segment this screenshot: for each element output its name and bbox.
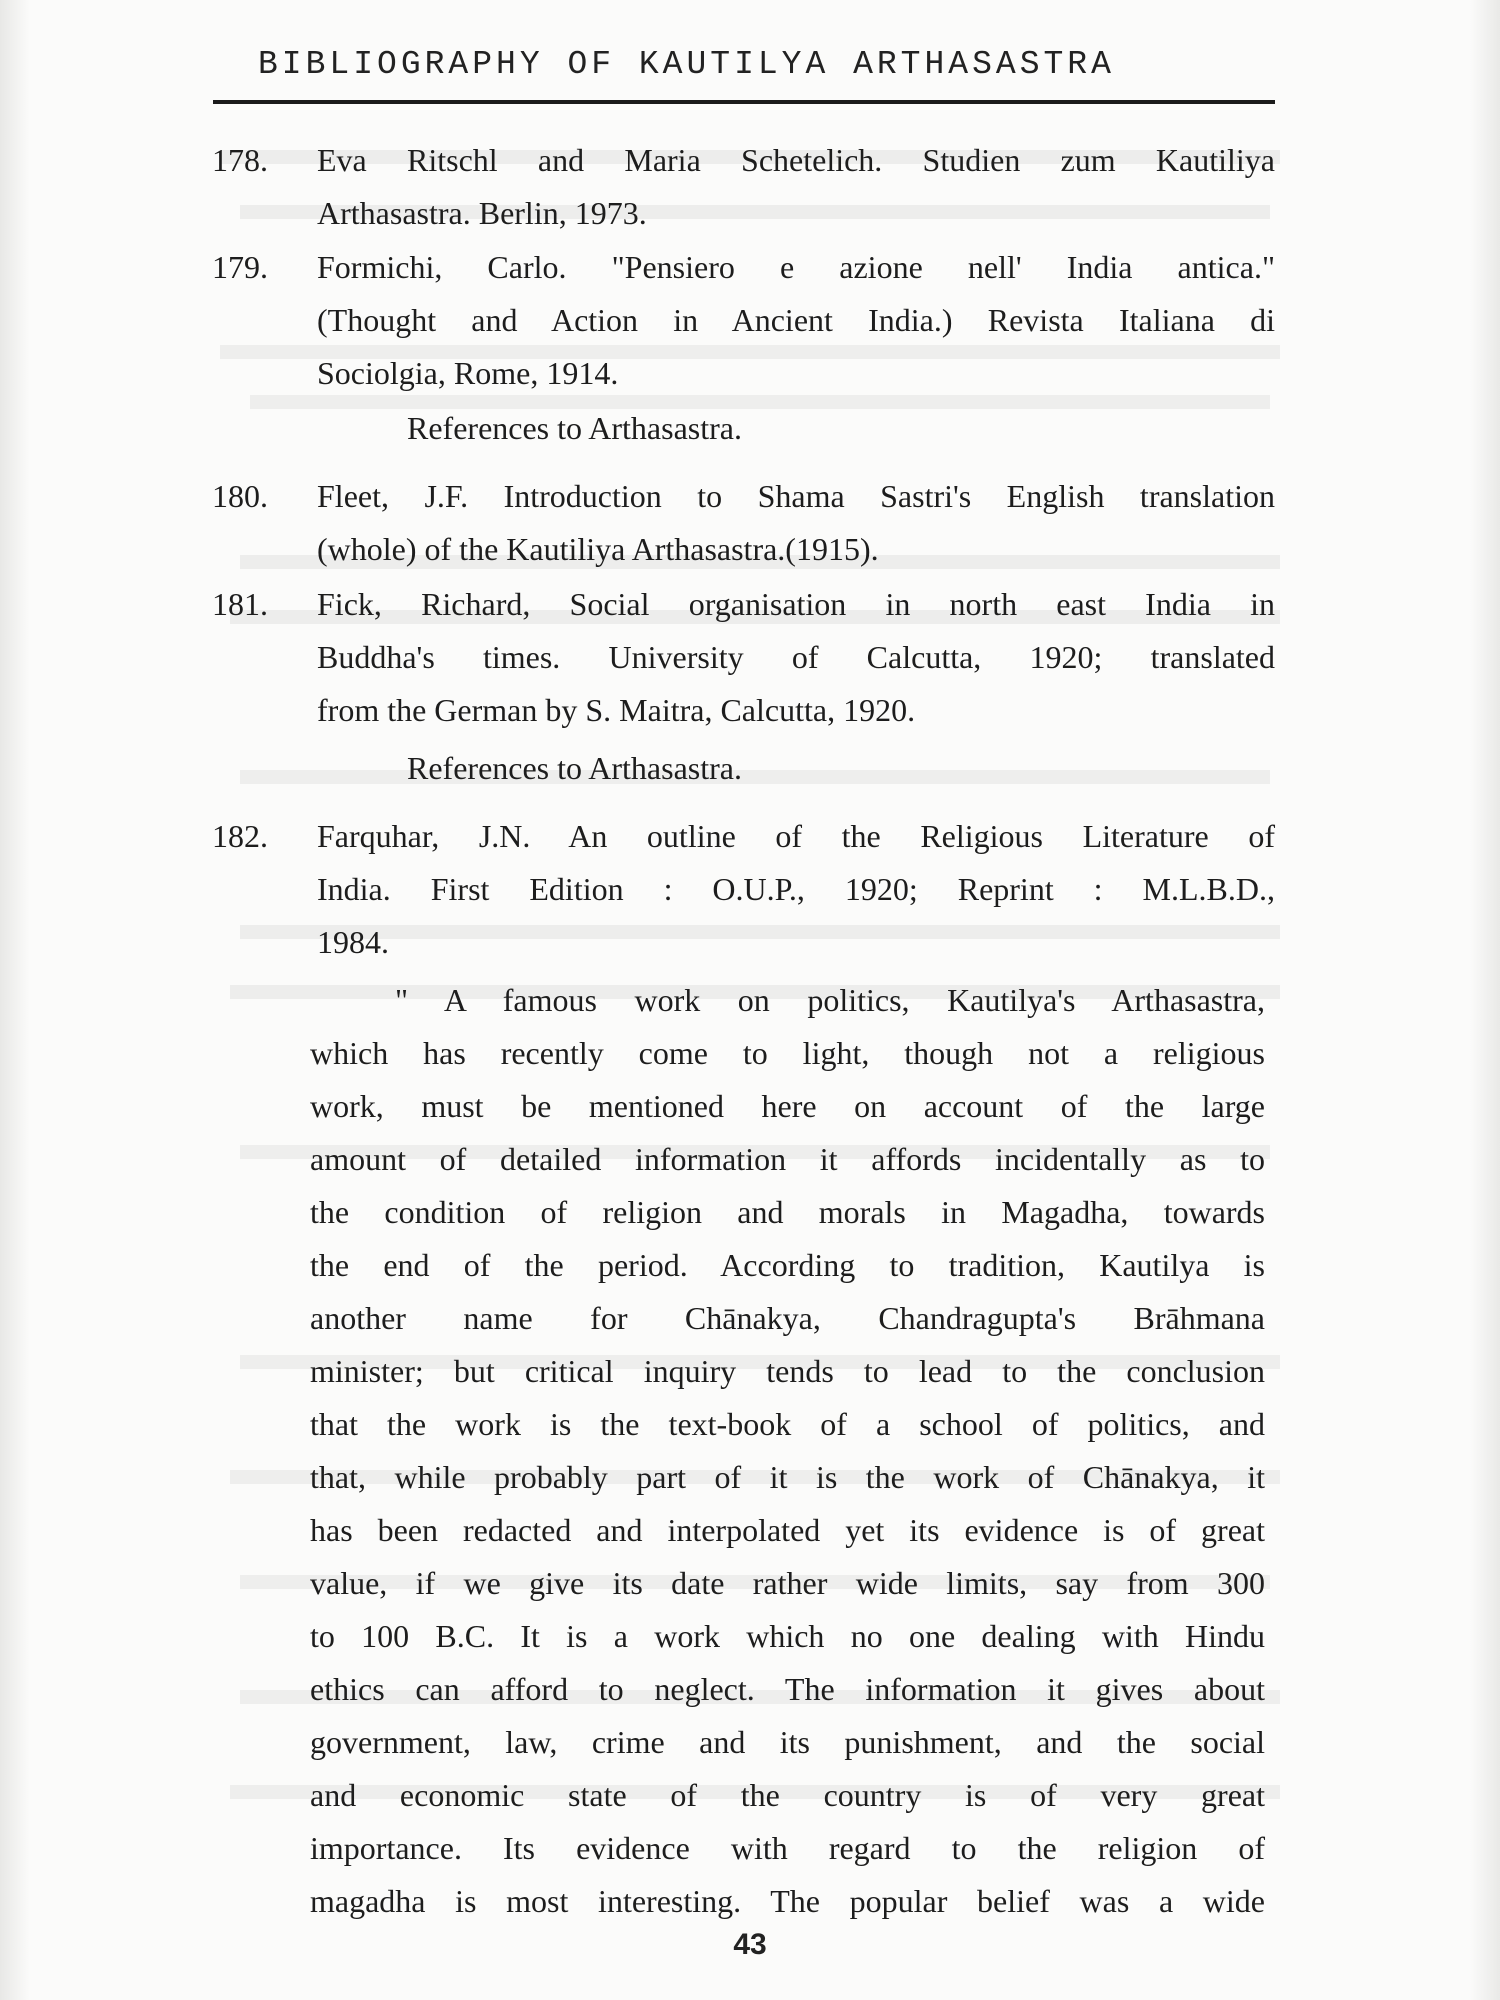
quotation-block (310, 974, 1265, 1928)
entry-line: Sociolgia, Rome, 1914. (317, 355, 619, 391)
page-edge-left (0, 0, 30, 2000)
entry-number: 180. (212, 478, 268, 514)
entry-text (317, 241, 1275, 400)
entry-text (317, 810, 1275, 969)
entry-number: 182. (212, 818, 268, 854)
quote-line: the condition of religion and morals in Magadha, towards (310, 1194, 1265, 1230)
quote-line: value, if we give its date rather wide limits, say from 300 (310, 1565, 1265, 1601)
page-edge-right (1470, 0, 1500, 2000)
entry-line: Fick, Richard, Social organisation in north east India in (317, 586, 1275, 622)
quote-line: magadha is most interesting. The popular belief was a wide (310, 1883, 1265, 1919)
entry-note: References to Arthasastra. (407, 410, 742, 446)
entry-line: Buddha's times. University of Calcutta, 1920; translated (317, 639, 1275, 675)
entry-line: from the German by S. Maitra, Calcutta, 1920. (317, 692, 916, 728)
quote-line: has been redacted and interpolated yet its evidence is of great (310, 1512, 1265, 1548)
quote-line: to 100 B.C. It is a work which no one dealing with Hindu (310, 1618, 1265, 1654)
quote-line: " A famous work on politics, Kautilya's Arthasastra, (395, 982, 1265, 1018)
quote-line: that, while probably part of it is the work of Chānakya, it (310, 1459, 1265, 1495)
quote-line: that the work is the text-book of a school of politics, and (310, 1406, 1265, 1442)
entry-line: Fleet, J.F. Introduction to Shama Sastri's English translation (317, 478, 1275, 514)
page-number: 43 (733, 1928, 767, 1961)
entry-number: 181. (212, 586, 268, 622)
quote-line: importance. Its evidence with regard to the religion of (310, 1830, 1265, 1866)
entry-line: Formichi, Carlo. "Pensiero e azione nell' India antica." (317, 249, 1275, 285)
entry-line: Arthasastra. Berlin, 1973. (317, 195, 647, 231)
quote-line: and economic state of the country is of very great (310, 1777, 1265, 1813)
quote-line: another name for Chānakya, Chandragupta's Brāhmana (310, 1300, 1265, 1336)
running-header: BIBLIOGRAPHY OF KAUTILYA ARTHASASTRA (258, 46, 1115, 83)
entry-line: 1984. (317, 924, 389, 960)
entry-number: 178. (212, 142, 268, 178)
quote-line: amount of detailed information it affords incidentally as to (310, 1141, 1265, 1177)
header-rule (213, 100, 1275, 104)
quote-line: which has recently come to light, though not a religious (310, 1035, 1265, 1071)
entry-text (317, 134, 1275, 240)
entry-line: India. First Edition : O.U.P., 1920; Reprint : M.L.B.D., (317, 871, 1275, 907)
entry-line: Eva Ritschl and Maria Schetelich. Studien zum Kautiliya (317, 142, 1275, 178)
entry-line: (Thought and Action in Ancient India.) Revista Italiana di (317, 302, 1275, 338)
entry-line: (whole) of the Kautiliya Arthasastra.(1915). (317, 531, 879, 567)
entry-line: Farquhar, J.N. An outline of the Religious Literature of (317, 818, 1275, 854)
quote-line: ethics can afford to neglect. The information it gives about (310, 1671, 1265, 1707)
entry-number: 179. (212, 249, 268, 285)
quote-line: minister; but critical inquiry tends to lead to the conclusion (310, 1353, 1265, 1389)
quote-line: work, must be mentioned here on account of the large (310, 1088, 1265, 1124)
entry-note: References to Arthasastra. (407, 750, 742, 786)
entry-text (317, 470, 1275, 576)
quote-line: the end of the period. According to tradition, Kautilya is (310, 1247, 1265, 1283)
entry-text (317, 578, 1275, 737)
quote-line: government, law, crime and its punishment, and the social (310, 1724, 1265, 1760)
